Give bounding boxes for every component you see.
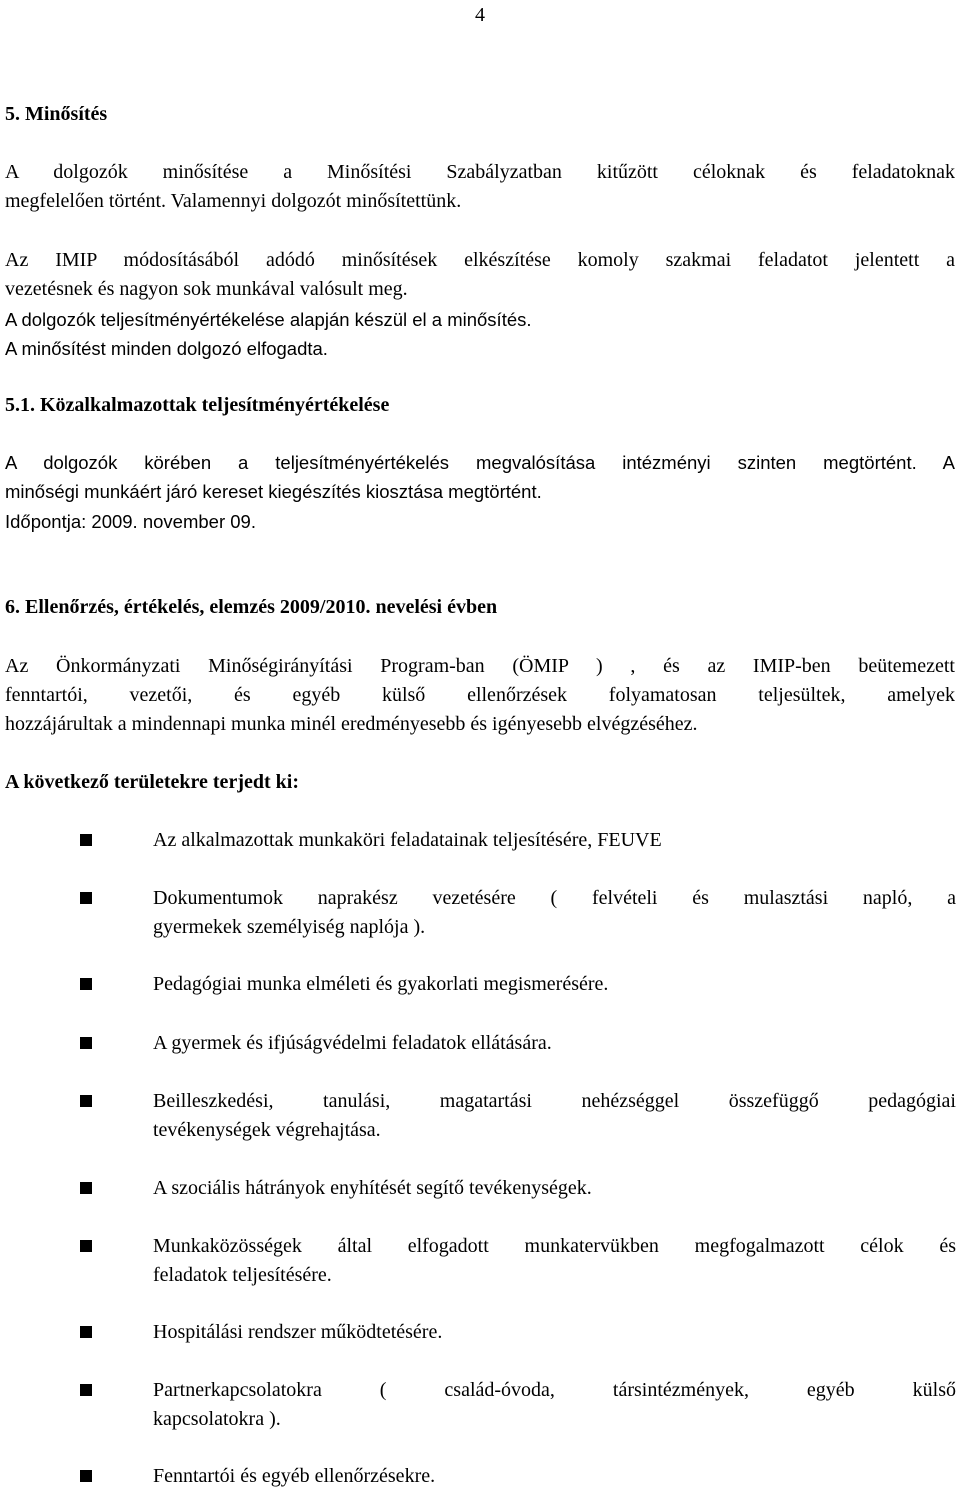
bullet-icon [80,1326,92,1338]
list-item-continuation: gyermekek személyiség naplója ). [153,916,426,938]
bullet-icon [80,1384,92,1396]
s5-para2-line4: A minősítést minden dolgozó elfogadta. [5,338,328,359]
list-item: Fenntartói és egyéb ellenőrzésekre. [153,1465,436,1487]
bullet-icon [80,1470,92,1482]
section-5-1-heading: 5.1. Közalkalmazottak teljesítményértékelése [5,394,390,416]
list-item: A szociális hátrányok enyhítését segítő tevékenységek. [153,1177,592,1199]
list-item: A gyermek és ifjúságvédelmi feladatok ellátására. [153,1032,552,1054]
bullet-icon [80,1240,92,1252]
page-number: 4 [475,4,485,26]
list-item: Az alkalmazottak munkaköri feladatainak teljesítésére, FEUVE [153,829,662,851]
list-item: Beilleszkedési, tanulási, magatartási nehézséggel összefüggő pedagógiai [153,1090,956,1112]
s51-line3: Időpontja: 2009. november 09. [5,511,256,532]
s51-line1: A dolgozók körében a teljesítményértékelés megvalósítása intézményi szinten megtörtént. A [5,452,955,473]
bullet-icon [80,1095,92,1107]
s5-para2-line2: vezetésnek és nagyon sok munkával valósult meg. [5,278,408,300]
s6-subheading: A következő területekre terjedt ki: [5,771,299,793]
bullet-icon [80,892,92,904]
s51-line2: minőségi munkáért járó kereset kiegészítés kiosztása megtörtént. [5,481,542,502]
list-item: Partnerkapcsolatokra ( család-óvoda, társintézmények, egyéb külső [153,1379,956,1401]
bullet-icon [80,1182,92,1194]
list-item-continuation: tevékenységek végrehajtása. [153,1119,381,1141]
bullet-icon [80,978,92,990]
bullet-icon [80,834,92,846]
s6-para-line2: fenntartói, vezetői, és egyéb külső ellenőrzések folyamatosan teljesültek, amelyek [5,684,955,706]
list-item-continuation: kapcsolatokra ). [153,1408,281,1430]
list-item: Pedagógiai munka elméleti és gyakorlati megismerésére. [153,973,609,995]
s5-para1-line2: megfelelően történt. Valamennyi dolgozót minősítettünk. [5,190,462,212]
list-item: Dokumentumok naprakész vezetésére ( felvételi és mulasztási napló, a [153,887,956,909]
list-item: Munkaközösségek által elfogadott munkatervükben megfogalmazott célok és [153,1235,956,1257]
s6-para-line3: hozzájárultak a mindennapi munka minél eredményesebb és igényesebb elvégzéséhez. [5,713,698,735]
list-item: Hospitálási rendszer működtetésére. [153,1321,443,1343]
s6-para-line1: Az Önkormányzati Minőségirányítási Program-ban (ÖMIP ) , és az IMIP-ben beütemezett [5,655,955,677]
bullet-icon [80,1037,92,1049]
section-6-heading: 6. Ellenőrzés, értékelés, elemzés 2009/2010. nevelési évben [5,596,498,618]
section-5-heading: 5. Minősítés [5,103,108,125]
s5-para2-line3: A dolgozók teljesítményértékelése alapján készül el a minősítés. [5,309,532,330]
s5-para1-line1: A dolgozók minősítése a Minősítési Szabályzatban kitűzött céloknak és feladatoknak [5,161,955,183]
list-item-continuation: feladatok teljesítésére. [153,1264,332,1286]
s5-para2-line1: Az IMIP módosításából adódó minősítések elkészítése komoly szakmai feladatot jelentett a [5,249,955,271]
